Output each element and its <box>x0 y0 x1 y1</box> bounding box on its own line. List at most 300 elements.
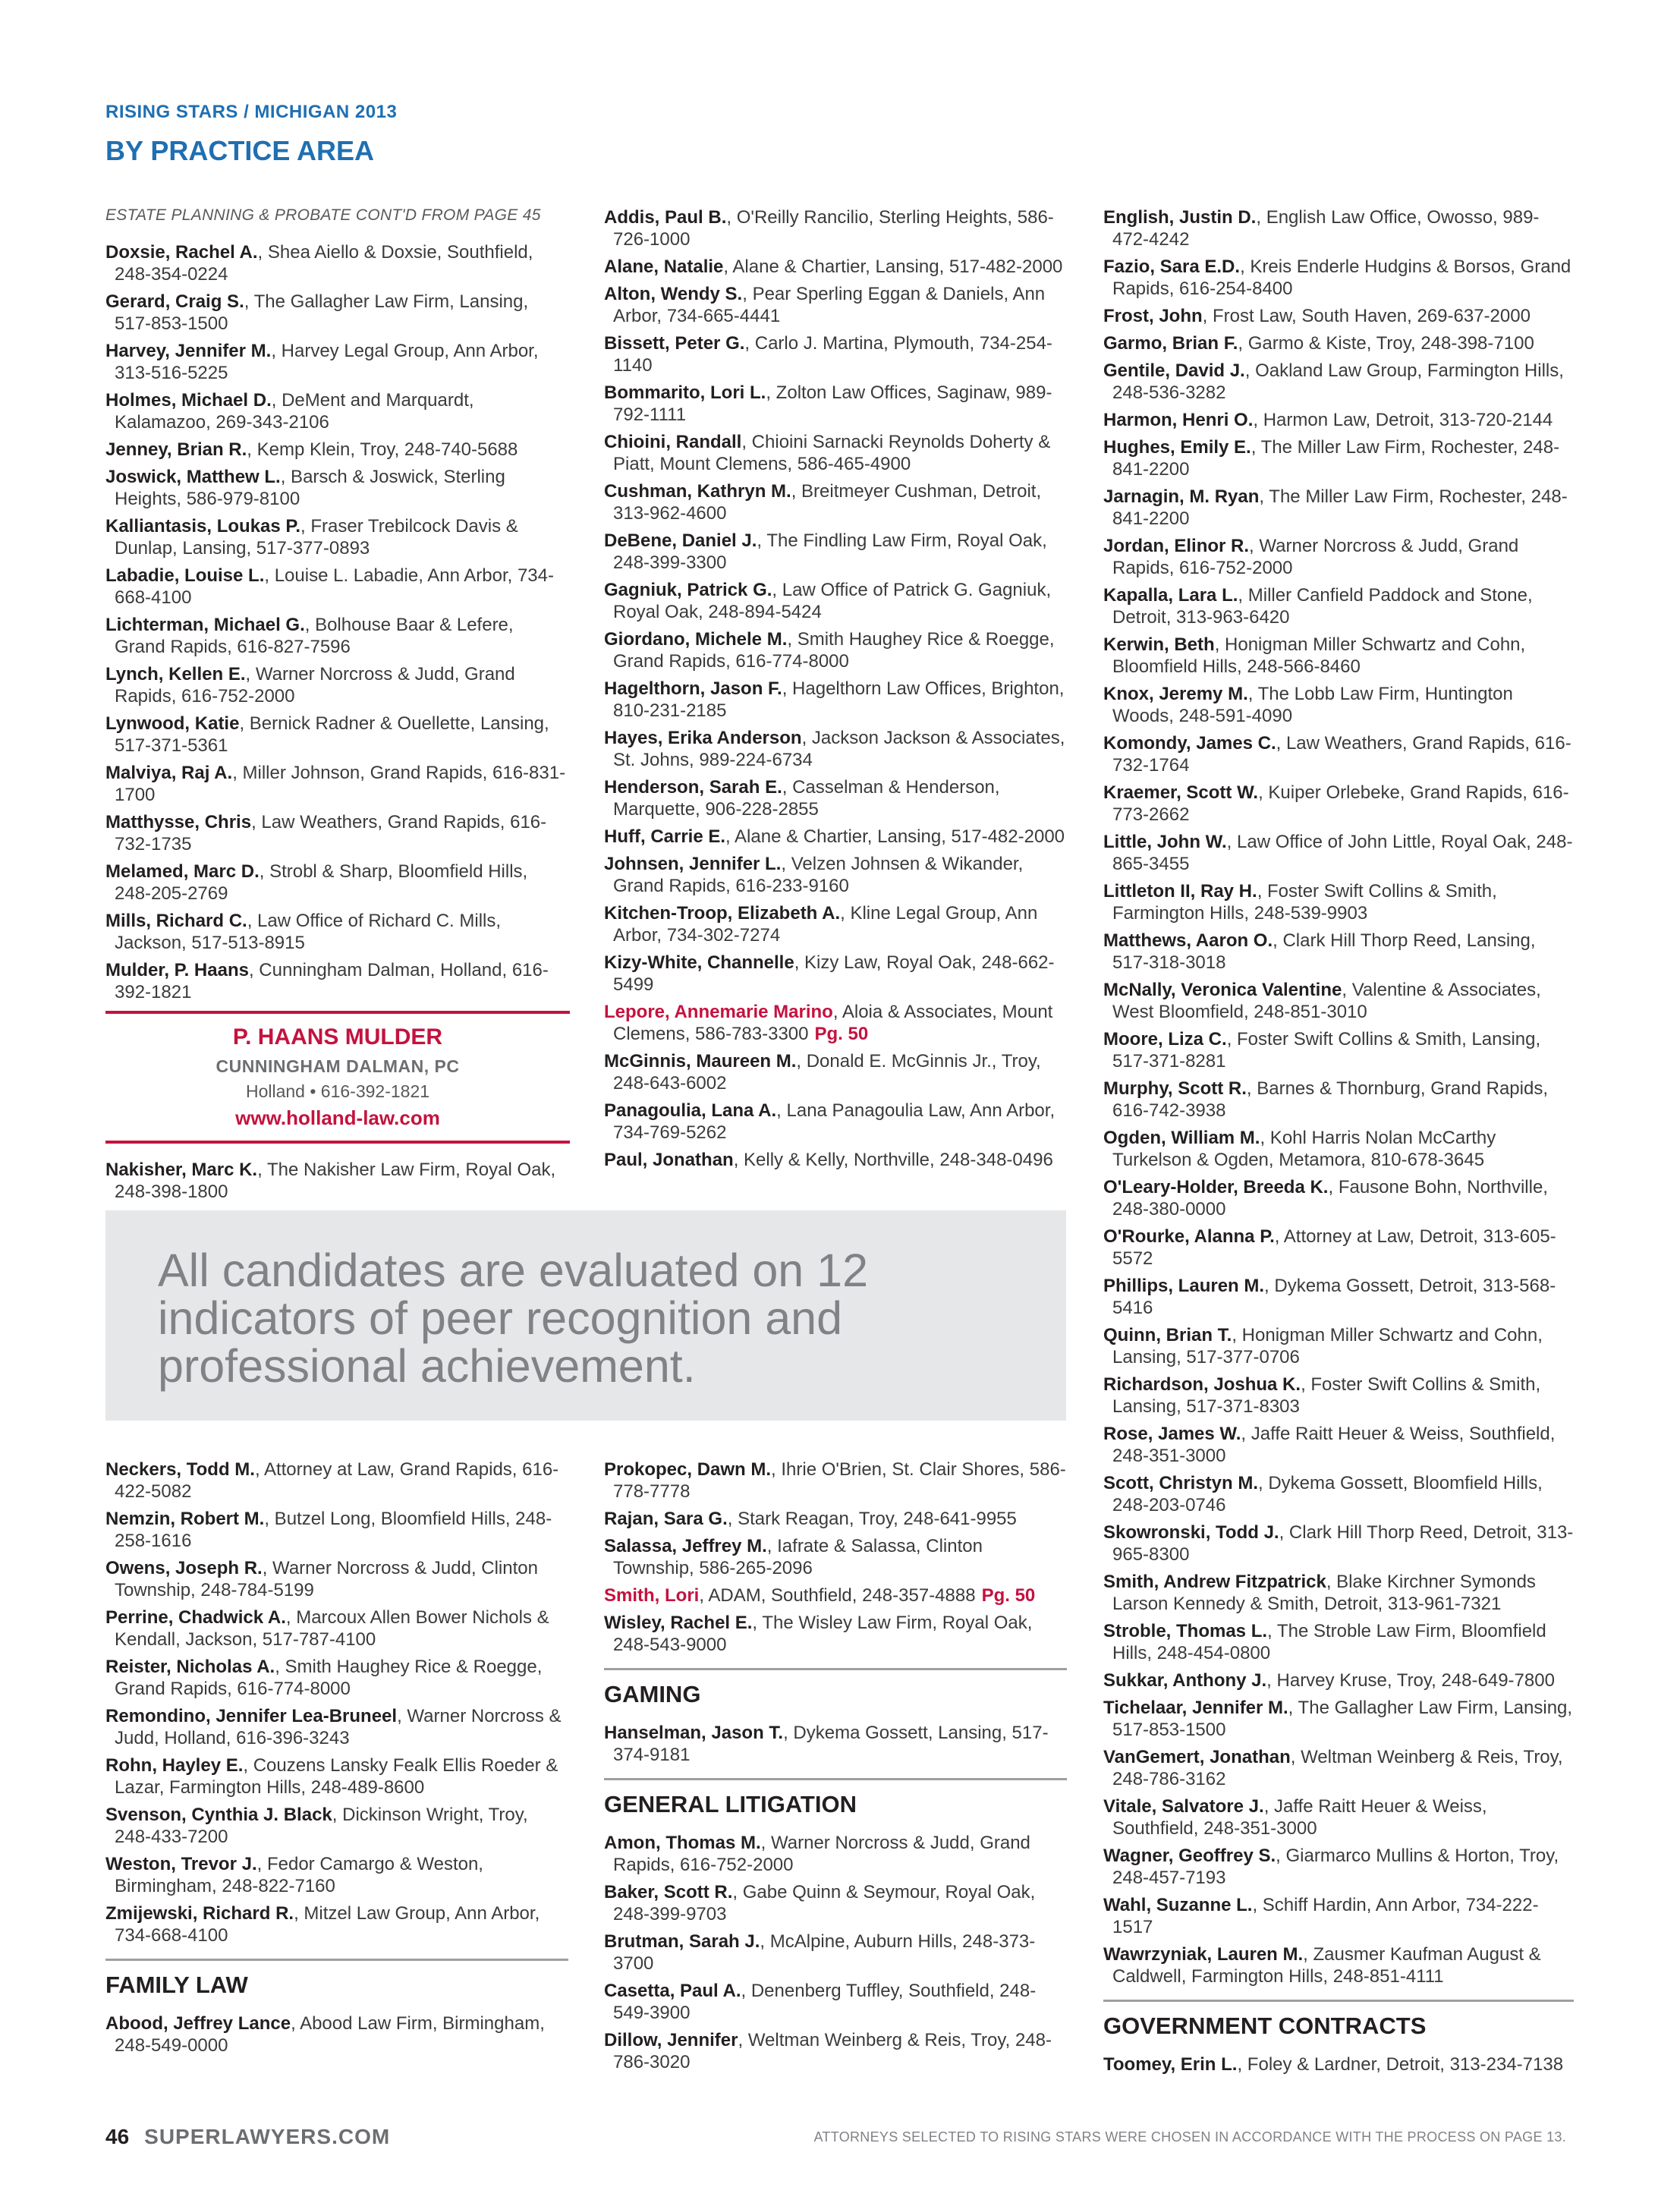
attorney-details: , Donald E. McGinnis Jr., Troy, 248-643-6002 <box>613 1051 1041 1094</box>
attorney-listing <box>1103 360 1574 404</box>
attorney-details: , Mitzel Law Group, Ann Arbor, 734-668-4100 <box>115 1903 540 1946</box>
attorney-listing <box>604 1535 1067 1579</box>
attorney-listing <box>105 1508 568 1552</box>
attorney-name: Littleton II, Ray H. <box>1103 881 1257 902</box>
attorney-listing <box>604 530 1067 574</box>
attorney-name: Reister, Nicholas A. <box>105 1657 275 1677</box>
attorney-details: , Warner Norcross & Judd, Grand Rapids, 616-752-2000 <box>115 664 515 706</box>
attorney-details: , ADAM, Southfield, 248-357-4888 <box>699 1585 976 1606</box>
page-number: 46 <box>105 2125 130 2148</box>
attorney-listing <box>105 1853 568 1897</box>
attorney-details: , Foley & Lardner, Detroit, 313-234-7138 <box>1237 2054 1564 2075</box>
attorney-details: , Blake Kirchner Symonds Larson Kennedy & Smith, Detroit, 313-961-7321 <box>1112 1572 1536 1614</box>
attorney-name: Toomey, Erin L. <box>1103 2054 1238 2075</box>
attorney-details: , Jackson Jackson & Associates, St. Johns, 989-224-6734 <box>613 728 1065 770</box>
attorney-listing <box>604 1001 1067 1045</box>
attorney-name: Wahl, Suzanne L. <box>1103 1895 1253 1915</box>
attorney-listing <box>604 1050 1067 1094</box>
attorney-listing <box>604 1584 1067 1607</box>
attorney-details: , Warner Norcross & Judd, Grand Rapids, 616-752-2000 <box>613 1833 1030 1875</box>
attorney-name: Matthysse, Chris <box>105 812 252 832</box>
column-1-top <box>105 206 568 1208</box>
attorney-name: Chioini, Randall <box>604 432 742 452</box>
attorney-details: , Breitmeyer Cushman, Detroit, 313-962-4600 <box>613 481 1042 524</box>
attorney-details: , Foster Swift Collins & Smith, Farmington Hills, 248-539-9903 <box>1112 881 1497 924</box>
attorney-listing <box>1103 206 1574 250</box>
attorney-details: , Warner Norcross & Judd, Holland, 616-396-3243 <box>115 1706 562 1748</box>
attorney-listing <box>604 579 1067 623</box>
attorney-name: Giordano, Michele M. <box>604 629 788 650</box>
ad-website-link[interactable]: www.holland-law.com <box>235 1106 440 1129</box>
attorney-listing <box>105 565 568 609</box>
col2-entries-top <box>604 206 1067 1171</box>
attorney-listing <box>105 910 568 954</box>
attorney-name: Fazio, Sara E.D. <box>1103 256 1241 277</box>
attorney-details: , Clark Hill Thorp Reed, Lansing, 517-318-3018 <box>1112 930 1536 973</box>
kicker-separator: / <box>238 102 255 122</box>
attorney-details: , Ihrie O'Brien, St. Clair Shores, 586-778-7778 <box>613 1459 1066 1502</box>
attorney-details: , Strobl & Sharp, Bloomfield Hills, 248-205-2769 <box>115 861 528 904</box>
attorney-name: Rose, James W. <box>1103 1424 1241 1444</box>
attorney-details: , Kizy Law, Royal Oak, 248-662-5499 <box>613 952 1055 995</box>
section-heading-family-law: FAMILY LAW <box>105 1959 568 1999</box>
attorney-listing <box>1103 2053 1574 2075</box>
attorney-details: , The Gallagher Law Firm, Lansing, 517-853-1500 <box>1112 1698 1573 1740</box>
attorney-listing <box>1103 1620 1574 1664</box>
attorney-name: Gerard, Craig S. <box>105 291 244 312</box>
attorney-listing <box>604 902 1067 946</box>
attorney-name: Tichelaar, Jennifer M. <box>1103 1698 1288 1718</box>
attorney-name: Komondy, James C. <box>1103 733 1276 754</box>
attorney-listing <box>604 206 1067 250</box>
attorney-listing <box>1103 1078 1574 1122</box>
attorney-details: , Velzen Johnsen & Wikander, Grand Rapids, 616-233-9160 <box>613 854 1024 896</box>
attorney-details: , Jaffe Raitt Heuer & Weiss, Southfield, 248-351-3000 <box>1112 1424 1556 1466</box>
attorney-name: Johnsen, Jennifer L. <box>604 854 782 874</box>
attorney-listing <box>1103 305 1574 327</box>
attorney-listing <box>604 1980 1067 2024</box>
attorney-name: Abood, Jeffrey Lance <box>105 2013 291 2034</box>
attorney-listing <box>105 340 568 384</box>
attorney-name: Wagner, Geoffrey S. <box>1103 1846 1276 1866</box>
attorney-details: , Aloia & Associates, Mount Clemens, 586-783-3300 <box>613 1002 1053 1044</box>
attorney-details: , McAlpine, Auburn Hills, 248-373-3700 <box>613 1931 1036 1974</box>
attorney-details: , English Law Office, Owosso, 989-472-4242 <box>1112 207 1540 250</box>
attorney-listing <box>1103 1028 1574 1072</box>
attorney-listing <box>105 713 568 757</box>
kicker-state-year: MICHIGAN 2013 <box>254 102 398 122</box>
attorney-details: , Miller Johnson, Grand Rapids, 616-831-1700 <box>115 763 566 805</box>
attorney-details: , Law Weathers, Grand Rapids, 616-732-1735 <box>115 812 547 854</box>
attorney-name: Labadie, Louise L. <box>105 565 265 586</box>
attorney-details: , Attorney at Law, Grand Rapids, 616-422-5082 <box>115 1459 559 1502</box>
section-heading-general-litigation: GENERAL LITIGATION <box>604 1778 1067 1818</box>
attorney-listing <box>1103 1746 1574 1790</box>
attorney-listing <box>1103 1226 1574 1270</box>
attorney-name: Addis, Paul B. <box>604 207 727 228</box>
attorney-listing <box>105 614 568 658</box>
attorney-name: Wawrzyniak, Lauren M. <box>1103 1944 1304 1965</box>
attorney-details: , Cunningham Dalman, Holland, 616-392-1821 <box>115 960 549 1002</box>
attorney-details: , Smith Haughey Rice & Roegge, Grand Rapids, 616-774-8000 <box>613 629 1055 672</box>
attorney-details: , Kelly & Kelly, Northville, 248-348-0496 <box>733 1150 1053 1170</box>
attorney-listing <box>105 861 568 905</box>
col1-entries-after-ad <box>105 1159 568 1203</box>
attorney-listing <box>105 241 568 285</box>
attorney-details: , Kuiper Orlebeke, Grand Rapids, 616-773-2662 <box>1112 782 1569 825</box>
attorney-listing <box>1103 584 1574 628</box>
attorney-name: Garmo, Brian F. <box>1103 333 1238 354</box>
attorney-listing <box>604 1931 1067 1975</box>
attorney-details: , The Miller Law Firm, Rochester, 248-841-2200 <box>1112 437 1560 480</box>
attorney-name: Rajan, Sara G. <box>604 1509 728 1529</box>
attorney-name: Paul, Jonathan <box>604 1150 734 1170</box>
column-2-top <box>604 206 1067 1176</box>
footer-site-link[interactable]: SUPERLAWYERS.COM <box>144 2125 391 2148</box>
attorney-listing <box>105 1754 568 1798</box>
attorney-name: Nakisher, Marc K. <box>105 1160 258 1180</box>
attorney-listing <box>604 1832 1067 1876</box>
attorney-listing <box>1103 1845 1574 1889</box>
attorney-name: Hagelthorn, Jason F. <box>604 678 782 699</box>
attorney-details: , Casselman & Henderson, Marquette, 906-228-2855 <box>613 777 1000 820</box>
attorney-details: , Bolhouse Baar & Lefere, Grand Rapids, 616-827-7596 <box>115 615 514 657</box>
attorney-details: , Giarmarco Mullins & Horton, Troy, 248-457-7193 <box>1112 1846 1559 1888</box>
attorney-name: Perrine, Chadwick A. <box>105 1607 286 1628</box>
attorney-details: , DeMent and Marquardt, Kalamazoo, 269-343-2106 <box>115 390 474 433</box>
attorney-name: Jarnagin, M. Ryan <box>1103 486 1260 507</box>
attorney-name: Lynwood, Katie <box>105 713 240 734</box>
attorney-listing <box>1103 1894 1574 1938</box>
attorney-name: Jenney, Brian R. <box>105 439 247 460</box>
attorney-name: Bissett, Peter G. <box>604 333 745 354</box>
attorney-details: , Jaffe Raitt Heuer & Weiss, Southfield, 248-351-3000 <box>1112 1796 1487 1839</box>
continued-note: ESTATE PLANNING & PROBATE CONT'D FROM PAGE 45 <box>105 206 541 224</box>
attorney-name: Doxsie, Rachel A. <box>105 242 258 263</box>
attorney-details: , Dykema Gossett, Lansing, 517-374-9181 <box>613 1723 1049 1765</box>
attorney-details: , Weltman Weinberg & Reis, Troy, 248-786-3162 <box>1112 1747 1563 1789</box>
attorney-details: , Fedor Camargo & Weston, Birmingham, 248-822-7160 <box>115 1854 483 1896</box>
attorney-listing <box>105 1459 568 1503</box>
attorney-listing <box>1103 1472 1574 1516</box>
attorney-details: , Gabe Quinn & Seymour, Royal Oak, 248-399-9703 <box>613 1882 1036 1924</box>
attorney-listing <box>105 439 568 461</box>
attorney-name: Wisley, Rachel E. <box>604 1613 753 1633</box>
attorney-details: , Foster Swift Collins & Smith, Lansing, 517-371-8303 <box>1112 1374 1541 1417</box>
attorney-name: Rohn, Hayley E. <box>105 1755 244 1776</box>
attorney-listing <box>604 678 1067 722</box>
attorney-details: , Lana Panagoulia Law, Ann Arbor, 734-769-5262 <box>613 1100 1056 1143</box>
attorney-details: , Pear Sperling Eggan & Daniels, Ann Arbor, 734-665-4441 <box>613 284 1046 326</box>
attorney-name: Zmijewski, Richard R. <box>105 1903 294 1924</box>
attorney-ad-box <box>105 1011 570 1144</box>
col1-entries-top <box>105 241 568 1003</box>
attorney-details: , Law Office of Patrick G. Gagniuk, Royal Oak, 248-894-5424 <box>613 580 1052 622</box>
attorney-name: Joswick, Matthew L. <box>105 467 281 487</box>
attorney-details: , Zolton Law Offices, Saginaw, 989-792-1111 <box>613 382 1052 425</box>
attorney-details: , Alane & Chartier, Lansing, 517-482-2000 <box>725 826 1065 847</box>
attorney-name: Panagoulia, Lana A. <box>604 1100 777 1121</box>
attorney-listing <box>1103 880 1574 924</box>
attorney-listing <box>1103 930 1574 974</box>
col1-entries-bottom <box>105 1459 568 1946</box>
attorney-details: , Alane & Chartier, Lansing, 517-482-2000 <box>723 256 1063 277</box>
attorney-name: Prokopec, Dawn M. <box>604 1459 772 1480</box>
attorney-name: Alane, Natalie <box>604 256 724 277</box>
attorney-name: Hanselman, Jason T. <box>604 1723 784 1743</box>
attorney-details: , Valentine & Associates, West Bloomfield, 248-851-3010 <box>1112 980 1541 1022</box>
attorney-details: , Weltman Weinberg & Reis, Troy, 248-786-3020 <box>613 2030 1052 2072</box>
attorney-details: , Dykema Gossett, Detroit, 313-568-5416 <box>1112 1276 1556 1318</box>
attorney-name: Kraemer, Scott W. <box>1103 782 1259 803</box>
attorney-name: Kalliantasis, Loukas P. <box>105 516 301 537</box>
attorney-name: O'Rourke, Alanna P. <box>1103 1226 1275 1247</box>
attorney-details: , Dykema Gossett, Bloomfield Hills, 248-203-0746 <box>1112 1473 1543 1515</box>
attorney-name: Phillips, Lauren M. <box>1103 1276 1265 1296</box>
attorney-listing <box>1103 1127 1574 1171</box>
attorney-name: Holmes, Michael D. <box>105 390 272 411</box>
attorney-listing <box>604 1149 1067 1171</box>
kicker-rising-stars: RISING STARS <box>105 102 238 122</box>
attorney-listing <box>105 762 568 806</box>
attorney-listing <box>604 480 1067 524</box>
attorney-listing <box>1103 256 1574 300</box>
attorney-details: , Frost Law, South Haven, 269-637-2000 <box>1202 306 1531 326</box>
gov-contracts-entries <box>1103 2053 1574 2075</box>
attorney-details: , Couzens Lansky Fealk Ellis Roeder & Lazar, Farmington Hills, 248-489-8600 <box>115 1755 558 1798</box>
attorney-listing <box>1103 1176 1574 1220</box>
attorney-listing <box>1103 1324 1574 1368</box>
attorney-name: Harvey, Jennifer M. <box>105 341 272 361</box>
attorney-details: , Schiff Hardin, Ann Arbor, 734-222-1517 <box>1112 1895 1539 1937</box>
attorney-name: Stroble, Thomas L. <box>1103 1621 1268 1641</box>
attorney-listing <box>105 663 568 707</box>
attorney-details: , Marcoux Allen Bower Nichols & Kendall, Jackson, 517-787-4100 <box>115 1607 549 1650</box>
attorney-name: Remondino, Jennifer Lea-Bruneel <box>105 1706 398 1726</box>
attorney-name: Lichterman, Michael G. <box>105 615 305 635</box>
attorney-details: , Zausmer Kaufman August & Caldwell, Farmington Hills, 248-851-4111 <box>1112 1944 1541 1987</box>
attorney-listing <box>105 1902 568 1946</box>
attorney-details: , Fraser Trebilcock Davis & Dunlap, Lansing, 517-377-0893 <box>115 516 518 559</box>
attorney-name: Little, John W. <box>1103 832 1227 852</box>
attorney-name: Owens, Joseph R. <box>105 1558 263 1578</box>
attorney-details: , The Miller Law Firm, Rochester, 248-841-2200 <box>1112 486 1568 529</box>
attorney-name: Knox, Jeremy M. <box>1103 684 1248 704</box>
attorney-listing <box>1103 831 1574 875</box>
attorney-listing <box>1103 979 1574 1023</box>
attorney-name: Henderson, Sarah E. <box>604 777 782 798</box>
attorney-listing <box>1103 1374 1574 1418</box>
attorney-listing <box>1103 634 1574 678</box>
attorney-details: , Kreis Enderle Hudgins & Borsos, Grand Rapids, 616-254-8400 <box>1112 256 1571 299</box>
attorney-details: , Law Weathers, Grand Rapids, 616-732-1764 <box>1112 733 1571 776</box>
general-litigation-entries <box>604 1832 1067 2073</box>
attorney-details: , Honigman Miller Schwartz and Cohn, Bloomfield Hills, 248-566-8460 <box>1112 634 1526 677</box>
attorney-details: , The Findling Law Firm, Royal Oak, 248-399-3300 <box>613 530 1047 573</box>
attorney-name: Sukkar, Anthony J. <box>1103 1670 1267 1691</box>
attorney-details: , Barsch & Joswick, Sterling Heights, 586-979-8100 <box>115 467 505 509</box>
attorney-name: VanGemert, Jonathan <box>1103 1747 1291 1767</box>
attorney-name: Salassa, Jeffrey M. <box>604 1536 767 1556</box>
attorney-details: , Dickinson Wright, Troy, 248-433-7200 <box>115 1805 528 1847</box>
attorney-details: , Bernick Radner & Ouellette, Lansing, 517-371-5361 <box>115 713 549 756</box>
attorney-details: , Kohl Harris Nolan McCarthy Turkelson & Ogden, Metamora, 810-678-3645 <box>1112 1128 1496 1170</box>
attorney-listing <box>105 1159 568 1203</box>
attorney-listing <box>105 515 568 559</box>
attorney-listing <box>1103 782 1574 826</box>
attorney-listing <box>1103 1275 1574 1319</box>
attorney-listing <box>604 1459 1067 1503</box>
attorney-name: Smith, Andrew Fitzpatrick <box>1103 1572 1326 1592</box>
attorney-name: Kerwin, Beth <box>1103 634 1215 655</box>
attorney-listing <box>1103 1943 1574 1987</box>
attorney-listing <box>105 1607 568 1651</box>
attorney-listing <box>105 959 568 1003</box>
col2-entries-bottom <box>604 1459 1067 1656</box>
attorney-name: Matthews, Aaron O. <box>1103 930 1273 951</box>
attorney-listing <box>1103 535 1574 579</box>
attorney-name: Melamed, Marc D. <box>105 861 260 882</box>
attorney-details: , Warner Norcross & Judd, Grand Rapids, 616-752-2000 <box>1112 536 1519 578</box>
attorney-details: , Foster Swift Collins & Smith, Lansing, 517-371-8281 <box>1112 1029 1541 1072</box>
attorney-name: Mulder, P. Haans <box>105 960 249 980</box>
attorney-name: Mills, Richard C. <box>105 911 247 931</box>
attorney-listing <box>604 1612 1067 1656</box>
attorney-listing <box>105 1656 568 1700</box>
attorney-listing <box>105 811 568 855</box>
attorney-name: Harmon, Henri O. <box>1103 410 1254 430</box>
attorney-name: Richardson, Joshua K. <box>1103 1374 1301 1395</box>
attorney-name: Baker, Scott R. <box>604 1882 733 1902</box>
attorney-listing <box>604 1508 1067 1530</box>
attorney-listing <box>604 431 1067 475</box>
attorney-listing <box>1103 1697 1574 1741</box>
attorney-listing <box>604 1722 1067 1766</box>
attorney-details: , Warner Norcross & Judd, Clinton Township, 248-784-5199 <box>115 1558 538 1600</box>
gaming-entries <box>604 1722 1067 1766</box>
attorney-details: , Denenberg Tuffley, Southfield, 248-549-3900 <box>613 1981 1037 2023</box>
attorney-name: Weston, Trevor J. <box>105 1854 257 1874</box>
attorney-details: , Harmon Law, Detroit, 313-720-2144 <box>1253 410 1553 430</box>
attorney-name: Lynch, Kellen E. <box>105 664 246 684</box>
attorney-details: , Barnes & Thornburg, Grand Rapids, 616-742-3938 <box>1112 1078 1548 1121</box>
ad-firm-name: CUNNINGHAM DALMAN, PC <box>216 1056 460 1076</box>
pull-quote-text: All candidates are evaluated on 12 indicators of peer recognition and professional achievement. <box>158 1245 868 1392</box>
attorney-name: Svenson, Cynthia J. Black <box>105 1805 332 1825</box>
attorney-name: Kapalla, Lara L. <box>1103 585 1238 606</box>
attorney-listing <box>604 256 1067 278</box>
attorney-name: Kitchen-Troop, Elizabeth A. <box>604 903 841 924</box>
attorney-name: Scott, Christyn M. <box>1103 1473 1259 1493</box>
attorney-details: , Law Office of Richard C. Mills, Jackson, 517-513-8915 <box>115 911 502 953</box>
attorney-details: , Clark Hill Thorp Reed, Detroit, 313-965-8300 <box>1112 1522 1574 1565</box>
attorney-name: Dillow, Jennifer <box>604 2030 738 2050</box>
attorney-name: Casetta, Paul A. <box>604 1981 741 2001</box>
attorney-listing <box>604 776 1067 820</box>
attorney-name: Quinn, Brian T. <box>1103 1325 1232 1345</box>
attorney-listing <box>1103 1795 1574 1839</box>
attorney-listing <box>1103 1423 1574 1467</box>
attorney-name: Lepore, Annemarie Marino <box>604 1002 833 1022</box>
footer-note: ATTORNEYS SELECTED TO RISING STARS WERE CHOSEN IN ACCORDANCE WITH THE PROCESS ON PAGE 13. <box>813 2129 1566 2145</box>
page-kicker <box>105 102 397 123</box>
attorney-details: , Fausone Bohn, Northville, 248-380-0000 <box>1112 1177 1548 1219</box>
attorney-listing <box>604 952 1067 996</box>
attorney-listing <box>1103 436 1574 480</box>
attorney-name: Alton, Wendy S. <box>604 284 743 304</box>
attorney-listing <box>604 1100 1067 1144</box>
column-2-bottom <box>604 1459 1067 2079</box>
ad-contact: Holland • 616-392-1821 <box>245 1081 430 1101</box>
attorney-listing <box>105 466 568 510</box>
attorney-name: Malviya, Raj A. <box>105 763 233 783</box>
attorney-name: Hughes, Emily E. <box>1103 437 1251 458</box>
ad-attorney-name: P. HAANS MULDER <box>232 1024 443 1050</box>
section-heading-gaming: GAMING <box>604 1668 1067 1708</box>
attorney-listing <box>105 1557 568 1601</box>
attorney-name: Moore, Liza C. <box>1103 1029 1227 1050</box>
attorney-listing <box>604 628 1067 672</box>
attorney-name: Smith, Lori <box>604 1585 700 1606</box>
attorney-details: , The Lobb Law Firm, Huntington Woods, 248-591-4090 <box>1112 684 1513 726</box>
attorney-name: O'Leary-Holder, Breeda K. <box>1103 1177 1329 1197</box>
attorney-listing <box>604 1881 1067 1925</box>
footer-left <box>105 2125 390 2149</box>
attorney-name: Frost, John <box>1103 306 1203 326</box>
attorney-details: , Stark Reagan, Troy, 248-641-9955 <box>727 1509 1017 1529</box>
attorney-listing <box>105 1705 568 1749</box>
attorney-name: Nemzin, Robert M. <box>105 1509 265 1529</box>
attorney-name: Amon, Thomas M. <box>604 1833 761 1853</box>
page-title: BY PRACTICE AREA <box>105 135 375 166</box>
col3-entries <box>1103 206 1574 1987</box>
attorney-name: Gagniuk, Patrick G. <box>604 580 772 600</box>
attorney-details: , O'Reilly Rancilio, Sterling Heights, 586-726-1000 <box>613 207 1054 250</box>
attorney-listing <box>604 2029 1067 2073</box>
pull-quote-box <box>105 1210 1066 1421</box>
section-heading-government-contracts: GOVERNMENT CONTRACTS <box>1103 2000 1574 2040</box>
attorney-name: McNally, Veronica Valentine <box>1103 980 1342 1000</box>
attorney-listing <box>105 291 568 335</box>
attorney-name: Ogden, William M. <box>1103 1128 1260 1148</box>
attorney-details: , Louise L. Labadie, Ann Arbor, 734-668-4100 <box>115 565 554 608</box>
attorney-name: Bommarito, Lori L. <box>604 382 766 403</box>
attorney-details: , The Nakisher Law Firm, Royal Oak, 248-398-1800 <box>115 1160 556 1202</box>
attorney-listing <box>1103 1571 1574 1615</box>
attorney-name: DeBene, Daniel J. <box>604 530 757 551</box>
attorney-name: Kizy-White, Channelle <box>604 952 794 973</box>
attorney-listing <box>1103 409 1574 431</box>
attorney-listing <box>1103 1669 1574 1691</box>
attorney-name: Vitale, Salvatore J. <box>1103 1796 1264 1817</box>
column-1-bottom <box>105 1459 568 2062</box>
attorney-listing <box>604 382 1067 426</box>
attorney-listing <box>604 727 1067 771</box>
attorney-details: , The Gallagher Law Firm, Lansing, 517-853-1500 <box>115 291 529 334</box>
family-law-entries <box>105 2012 568 2057</box>
page-reference: Pg. 50 <box>981 1585 1036 1606</box>
attorney-listing <box>604 826 1067 848</box>
attorney-listing <box>1103 732 1574 776</box>
attorney-name: Hayes, Erika Anderson <box>604 728 802 748</box>
attorney-details: , Attorney at Law, Detroit, 313-605-5572 <box>1112 1226 1556 1269</box>
attorney-details: , Hagelthorn Law Offices, Brighton, 810-231-2185 <box>613 678 1065 721</box>
attorney-listing <box>1103 332 1574 354</box>
attorney-details: , Carlo J. Martina, Plymouth, 734-254-1140 <box>613 333 1052 376</box>
attorney-name: English, Justin D. <box>1103 207 1257 228</box>
attorney-listing <box>604 853 1067 897</box>
attorney-listing <box>105 389 568 433</box>
